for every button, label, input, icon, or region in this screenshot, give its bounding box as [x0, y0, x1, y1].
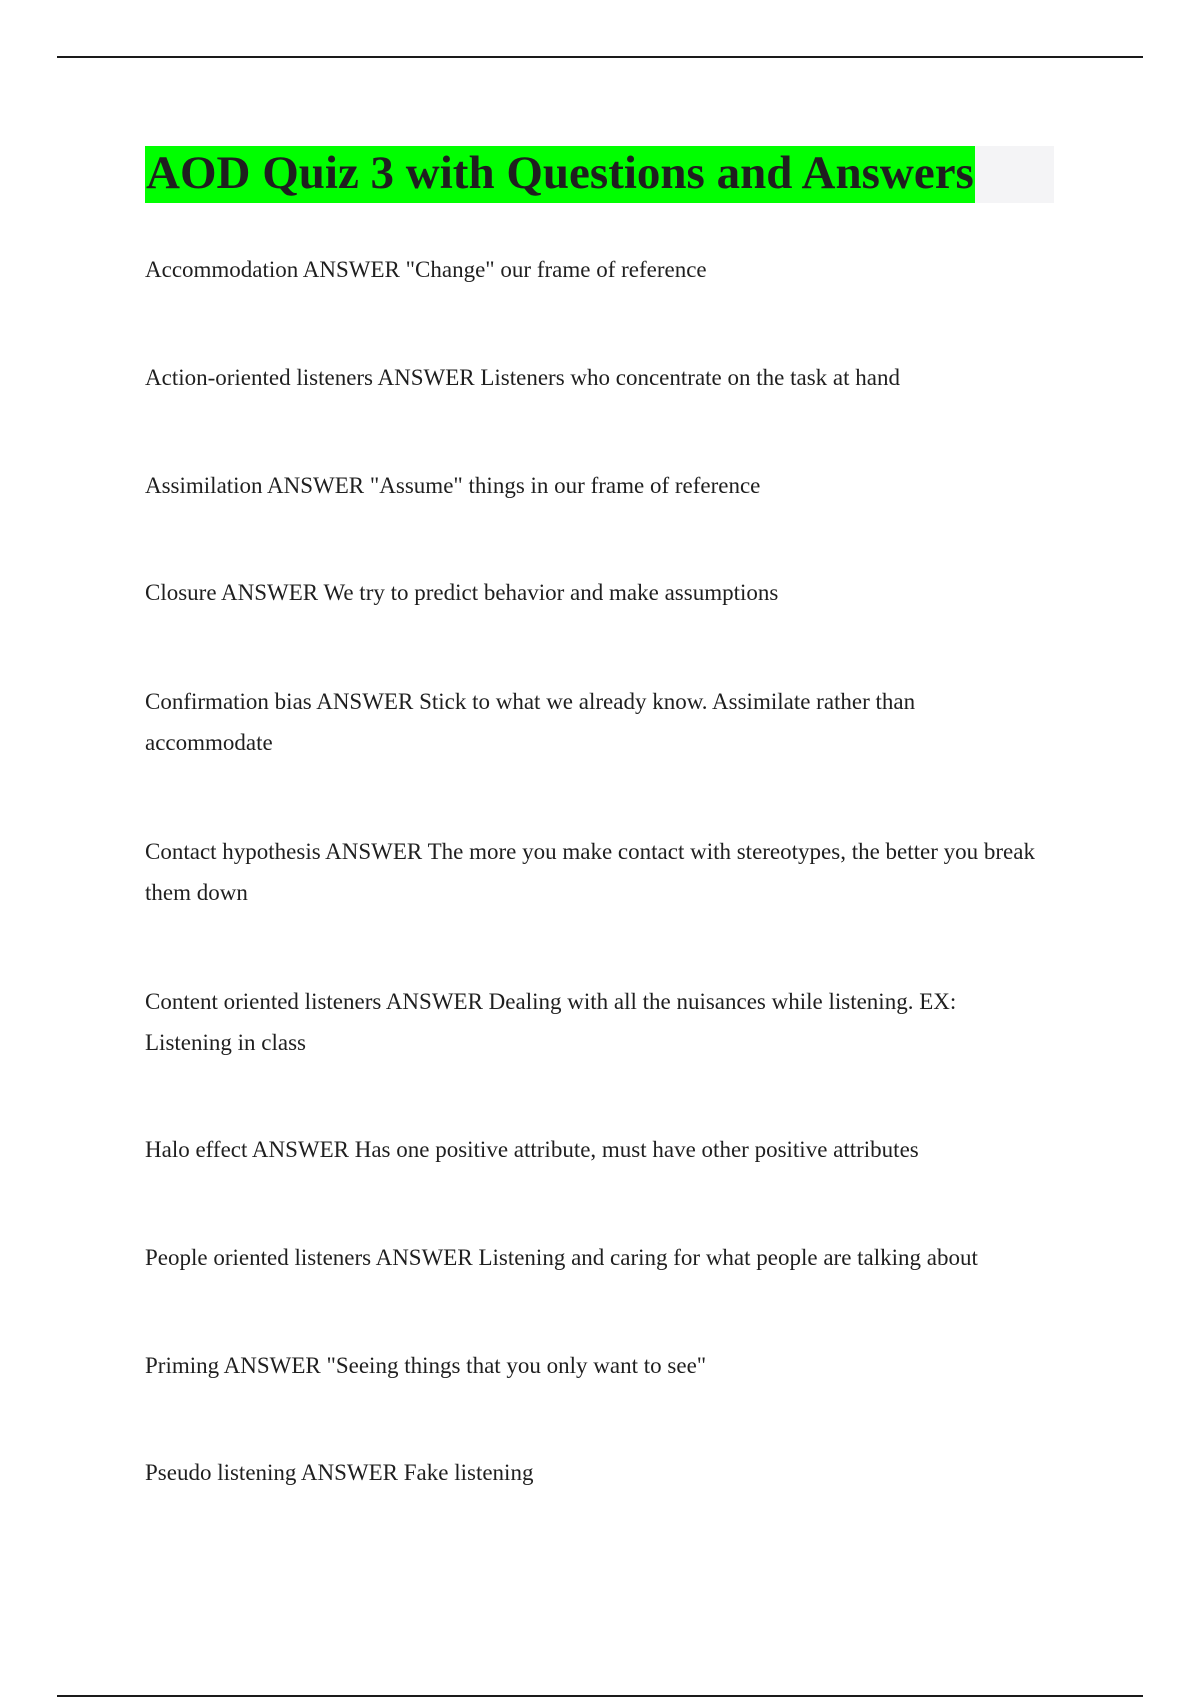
qa-entry: Halo effect ANSWER Has one positive attribute, must have other positive attributes — [145, 1137, 919, 1162]
qa-entry: People oriented listeners ANSWER Listening and caring for what people are talking about — [145, 1245, 978, 1270]
title-block — [145, 146, 1054, 203]
qa-entry: Confirmation bias ANSWER Stick to what we already know. Assimilate rather than accommodate — [145, 689, 916, 755]
qa-entry: Action-oriented listeners ANSWER Listeners who concentrate on the task at hand — [145, 365, 900, 390]
qa-entry: Contact hypothesis ANSWER The more you make contact with stereotypes, the better you break them down — [145, 839, 1035, 905]
qa-entry: Closure ANSWER We try to predict behavior and make assumptions — [145, 580, 779, 605]
top-rule — [57, 56, 1143, 58]
bottom-rule — [57, 1695, 1143, 1697]
qa-entry: Priming ANSWER "Seeing things that you only want to see" — [145, 1353, 707, 1378]
document-title: AOD Quiz 3 with Questions and Answers — [145, 146, 975, 203]
qa-entry: Assimilation ANSWER "Assume" things in our frame of reference — [145, 473, 761, 498]
qa-entry: Content oriented listeners ANSWER Dealing with all the nuisances while listening. EX: Listening in class — [145, 989, 957, 1055]
qa-entry: Pseudo listening ANSWER Fake listening — [145, 1460, 534, 1485]
qa-entry: Accommodation ANSWER "Change" our frame of reference — [145, 257, 707, 282]
